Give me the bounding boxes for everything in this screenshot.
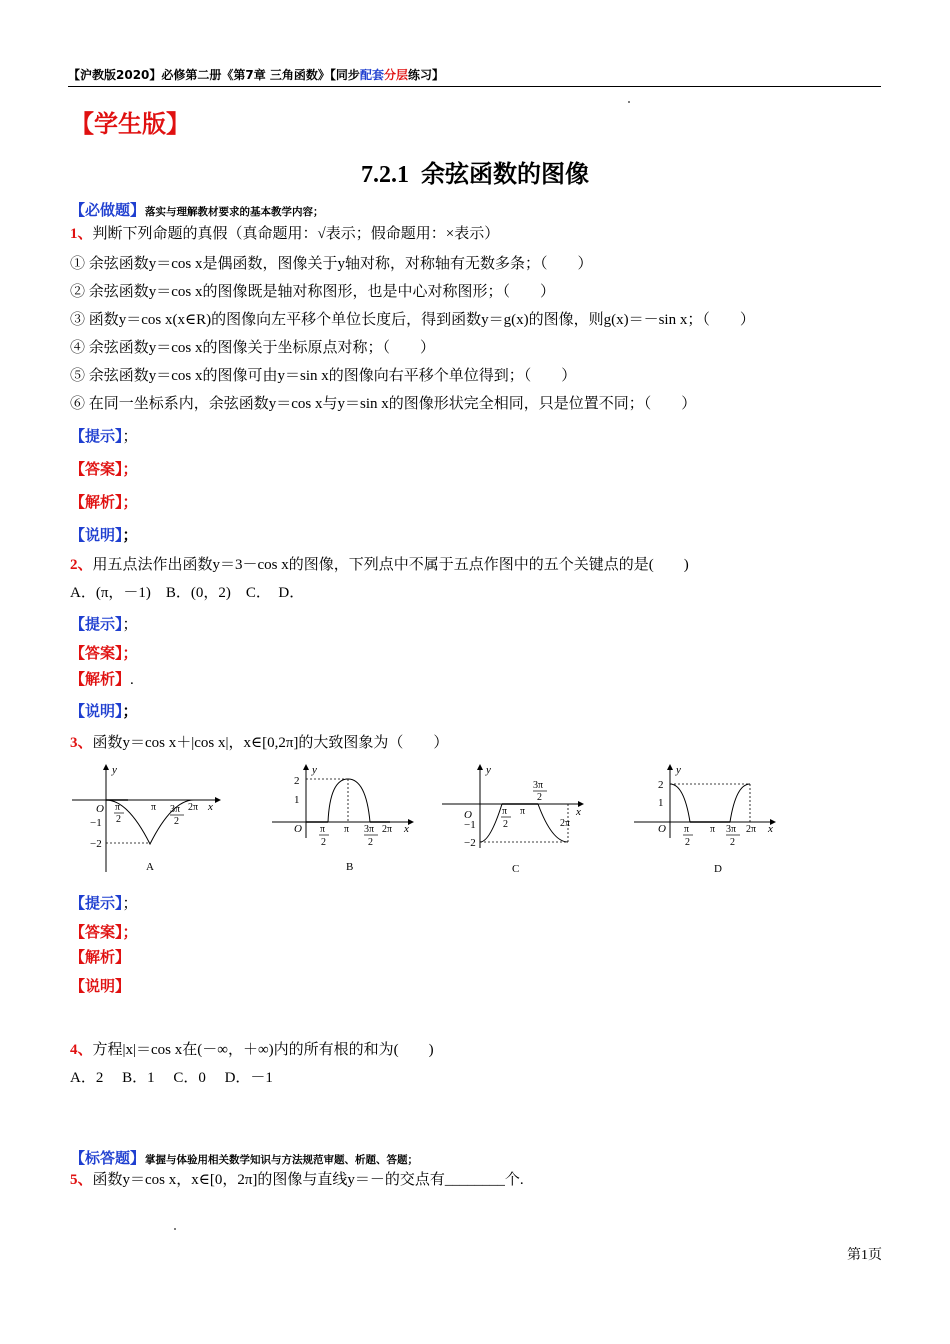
- q1-item-2: ② 余弦函数y＝cos x的图像既是轴对称图形，也是中心对称图形；（ ）: [70, 284, 555, 300]
- required-desc: 落实与理解教材要求的基本教学内容；: [145, 206, 324, 218]
- graph-b-label: B: [346, 861, 354, 873]
- q2-hint: 【提示】；: [70, 615, 138, 633]
- q3-answer: 【答案】；: [70, 923, 138, 941]
- required-tag: 【必做题】: [70, 201, 146, 219]
- q4-number: 4、: [70, 1042, 93, 1058]
- svg-text:π: π: [115, 802, 121, 813]
- q3-stem-text: 函数y＝cos x＋|cos x|，x∈[0,2π]的大致图象为（ ）: [92, 735, 449, 751]
- q5-stem-text: 函数y＝cos x，x∈[0，2π]的图像与直线y＝－的交点有________个.: [92, 1172, 524, 1188]
- graph-d: [632, 760, 792, 885]
- q5-number: 5、: [70, 1172, 93, 1188]
- version-title: 【学生版】: [70, 110, 190, 138]
- axis-x-label: x: [208, 801, 213, 813]
- origin-label: O: [96, 803, 104, 815]
- section-title: [0, 154, 950, 189]
- svg-text:π: π: [684, 824, 690, 835]
- tick-2: 2: [294, 775, 300, 787]
- q2-answer: 【答案】；: [70, 644, 138, 662]
- svg-text:2π: 2π: [188, 802, 199, 813]
- standard-desc: 掌握与体验用相关数学知识与方法规范审题、析题、答题；: [145, 1154, 419, 1166]
- decorative-dot: [628, 101, 630, 103]
- svg-text:−2: −2: [464, 837, 476, 849]
- header-text-1: 【沪教版2020】必修第二册《第7章 三角函数》【同步: [68, 68, 360, 82]
- svg-text:3π: 3π: [364, 824, 375, 835]
- q2-stem: [70, 555, 689, 575]
- q1-note: 【说明】；: [70, 526, 138, 544]
- svg-text:2π: 2π: [382, 824, 393, 835]
- q1-item-5: ⑤ 余弦函数y＝cos x的图像可由y＝sin x的图像向右平移个单位得到；（ ）: [70, 368, 577, 384]
- q1-stem-text: 判断下列命题的真假（真命题用：√表示；假命题用：×表示）: [92, 226, 500, 242]
- q5-stem: [70, 1170, 524, 1190]
- svg-text:O: O: [464, 809, 472, 821]
- svg-text:2: 2: [537, 792, 542, 803]
- svg-text:2: 2: [368, 837, 373, 848]
- header-text-2: 配套: [359, 68, 384, 82]
- required-heading: [70, 200, 324, 222]
- q1-stem: [70, 224, 499, 244]
- svg-text:2: 2: [321, 837, 326, 848]
- q3-stem: [70, 733, 448, 753]
- q1-item-4: ④ 余弦函数y＝cos x的图像关于坐标原点对称；（ ）: [70, 340, 435, 356]
- svg-text:2: 2: [730, 837, 735, 848]
- section-name: 余弦函数的图像: [421, 160, 589, 188]
- q1-analysis: 【解析】；: [70, 493, 138, 511]
- q1-answer: 【答案】；: [70, 460, 138, 478]
- svg-text:π: π: [344, 824, 350, 835]
- svg-text:π: π: [151, 802, 157, 813]
- q4-stem-text: 方程|x|＝cos x在(－∞，＋∞)内的所有根的和为( ): [92, 1042, 434, 1058]
- svg-text:−1: −1: [464, 819, 476, 831]
- svg-text:2: 2: [116, 814, 121, 825]
- q3-hint: 【提示】；: [70, 894, 138, 912]
- svg-text:2: 2: [658, 779, 664, 791]
- q2-analysis: 【解析】.: [70, 670, 134, 688]
- svg-text:3π: 3π: [726, 824, 737, 835]
- q3-analysis: 【解析】: [70, 948, 131, 966]
- svg-text:2π: 2π: [560, 818, 571, 829]
- section-number: 7.2.1: [361, 162, 409, 188]
- q1-hint: 【提示】；: [70, 427, 138, 445]
- svg-text:2π: 2π: [746, 824, 757, 835]
- decorative-dot-2: [174, 1228, 176, 1230]
- q3-note: 【说明】: [70, 977, 131, 995]
- q2-options: A．(π，－1) B．(0，2) C． D．: [70, 585, 305, 601]
- svg-text:x: x: [576, 806, 581, 818]
- svg-text:2: 2: [503, 819, 508, 830]
- graph-c: [440, 760, 600, 885]
- header-text-3: 分层: [383, 68, 408, 82]
- axis-y-label: y: [112, 764, 117, 776]
- svg-text:y: y: [486, 764, 491, 776]
- svg-text:π: π: [320, 824, 326, 835]
- standard-tag: 【标答题】: [70, 1149, 146, 1167]
- graph-a: [70, 760, 230, 885]
- graph-a-label: A: [146, 861, 154, 873]
- svg-text:O: O: [658, 823, 666, 835]
- q1-item-6: ⑥ 在同一坐标系内，余弦函数y＝cos x与y＝sin x的图像形状完全相同，只是位置不同；（ ）: [70, 396, 697, 412]
- svg-text:y: y: [312, 764, 317, 776]
- svg-text:3π: 3π: [170, 804, 181, 815]
- svg-text:π: π: [502, 806, 508, 817]
- tick-1: 1: [294, 794, 300, 806]
- svg-text:1: 1: [658, 797, 664, 809]
- graph-d-label: D: [714, 863, 722, 875]
- graph-c-label: C: [512, 863, 520, 875]
- svg-text:π: π: [710, 824, 716, 835]
- svg-text:π: π: [520, 806, 526, 817]
- q4-options: A．2 B．1 C．0 D．－1: [70, 1070, 273, 1086]
- tick-neg1: −1: [90, 817, 102, 829]
- svg-text:3π: 3π: [533, 780, 544, 791]
- header-text-4: 练习】: [407, 68, 444, 82]
- svg-text:2: 2: [685, 837, 690, 848]
- q1-number: 1、: [70, 226, 93, 242]
- q2-note: 【说明】；: [70, 702, 138, 720]
- standard-heading: [70, 1148, 418, 1170]
- svg-text:y: y: [676, 764, 681, 776]
- svg-text:x: x: [768, 823, 773, 835]
- tick-neg2: −2: [90, 838, 102, 850]
- q1-item-3: ③ 函数y＝cos x(x∈R)的图像向左平移个单位长度后，得到函数y＝g(x)的图像，则g(x)＝－sin x；（ ）: [70, 312, 755, 328]
- q1-item-1: ① 余弦函数y＝cos x是偶函数，图像关于y轴对称，对称轴有无数多条；（ ）: [70, 256, 593, 272]
- page-header: [68, 66, 881, 87]
- graph-b: [270, 760, 430, 885]
- svg-text:x: x: [404, 823, 409, 835]
- q4-stem: [70, 1040, 434, 1060]
- svg-text:2: 2: [174, 816, 179, 827]
- svg-text:O: O: [294, 823, 302, 835]
- page-number: 第1页: [847, 1248, 882, 1263]
- q2-number: 2、: [70, 557, 93, 573]
- q3-number: 3、: [70, 735, 93, 751]
- q2-stem-text: 用五点法作出函数y＝3－cos x的图像，下列点中不属于五点作图中的五个关键点的是( ): [92, 557, 689, 573]
